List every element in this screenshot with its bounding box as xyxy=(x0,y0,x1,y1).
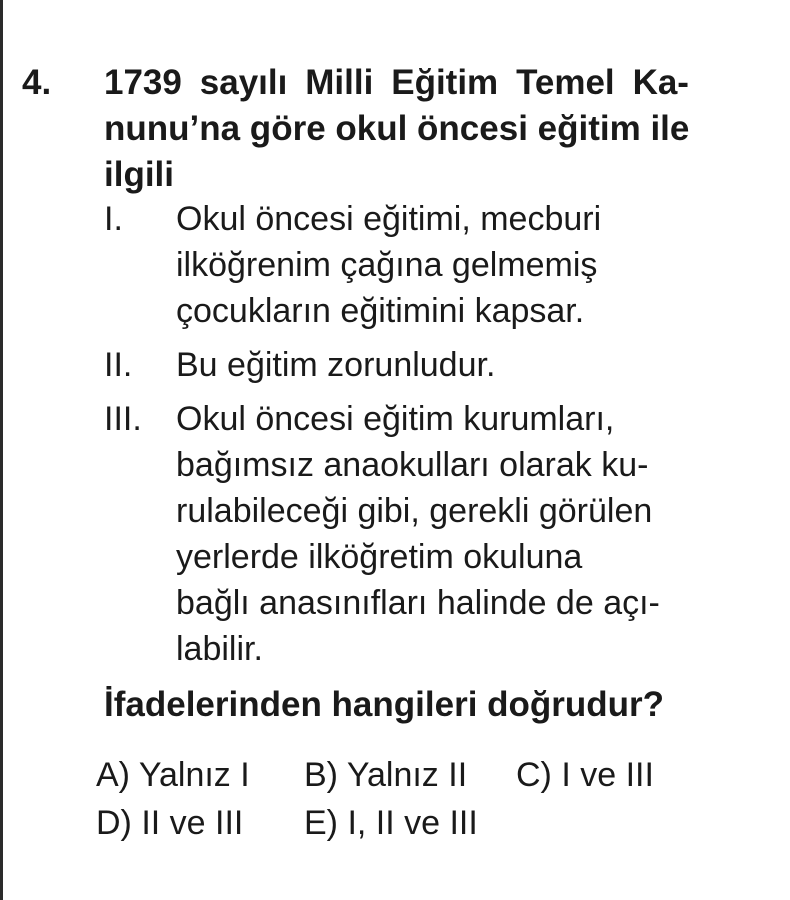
statement-line: rulabileceği gibi, gerekli görülen xyxy=(176,492,653,530)
stem-word: 1739 xyxy=(104,63,182,102)
statement-line: bağlı anasınıfları halinde de açı- xyxy=(176,584,660,622)
stem-word: Eğitim xyxy=(391,63,499,102)
question-prompt: İfadelerinden hangileri doğrudur? xyxy=(104,685,665,724)
stem-word: Ka- xyxy=(632,63,689,102)
statement-text xyxy=(176,342,744,388)
option-a[interactable]: A) Yalnız I xyxy=(96,756,250,794)
statement-line: Okul öncesi eğitimi, mecburi xyxy=(176,200,602,238)
statement-list xyxy=(104,196,744,680)
options-row-2 xyxy=(96,800,746,848)
stem-word: Milli xyxy=(305,63,374,102)
statement-line: çocukların eğitimini kapsar. xyxy=(176,292,585,330)
statement-text xyxy=(176,396,744,672)
statement-line: Okul öncesi eğitim kurumları, xyxy=(176,400,615,438)
statement-numeral: II. xyxy=(104,346,133,384)
answer-options xyxy=(96,752,746,848)
stem-line-2: nunu’na göre okul öncesi eğitim ile xyxy=(104,109,690,148)
statement-line: Bu eğitim zorunludur. xyxy=(176,346,496,384)
statement-numeral: III. xyxy=(104,400,142,438)
statement-ii xyxy=(104,342,744,388)
statement-line: yerlerde ilköğretim okuluna xyxy=(176,538,583,576)
statement-numeral: I. xyxy=(104,200,123,238)
option-e[interactable]: E) I, II ve III xyxy=(304,804,478,842)
statement-line: bağımsız anaokulları olarak ku- xyxy=(176,446,649,484)
statement-i xyxy=(104,196,744,334)
statement-text xyxy=(176,196,744,334)
statement-line: ilköğrenim çağına gelmemiş xyxy=(176,246,598,284)
option-c[interactable]: C) I ve III xyxy=(516,756,654,794)
stem-line-1 xyxy=(104,60,689,106)
stem-word: Temel xyxy=(516,63,615,102)
question-stem xyxy=(104,60,704,198)
stem-word: sayılı xyxy=(199,63,288,102)
options-row-1 xyxy=(96,752,746,800)
option-b[interactable]: B) Yalnız II xyxy=(304,756,468,794)
option-d[interactable]: D) II ve III xyxy=(96,804,244,842)
statement-iii xyxy=(104,396,744,672)
question-number: 4. xyxy=(22,63,52,102)
stem-line-3: ilgili xyxy=(104,155,174,194)
statement-line: labilir. xyxy=(176,630,263,668)
